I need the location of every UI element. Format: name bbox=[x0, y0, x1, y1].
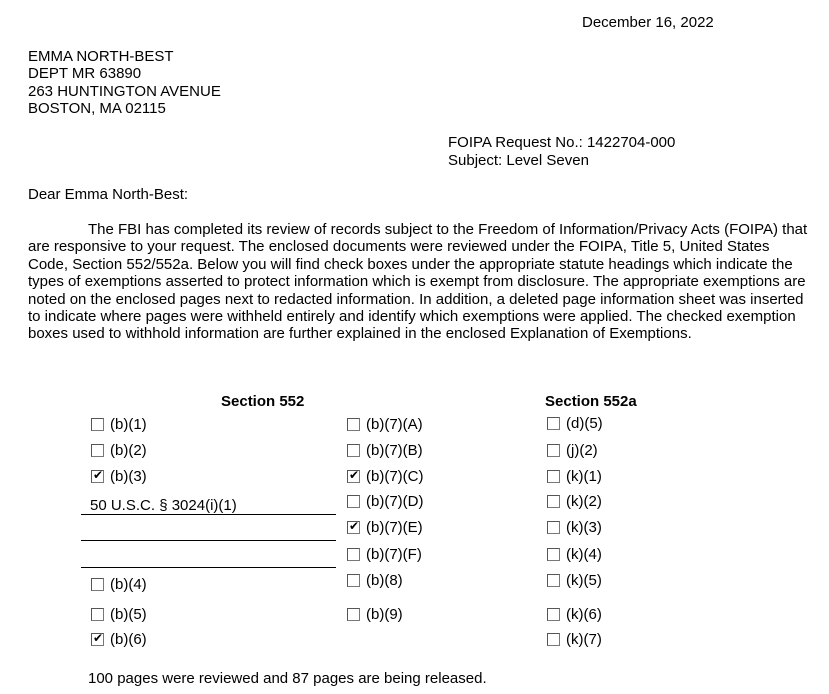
request-number: FOIPA Request No.: 1422704-000 bbox=[448, 134, 676, 151]
checkbox-icon[interactable] bbox=[547, 521, 560, 534]
exemption-checkbox-b7d[interactable] bbox=[347, 492, 424, 510]
statute-underline bbox=[81, 514, 336, 515]
recipient-dept: DEPT MR 63890 bbox=[28, 65, 142, 83]
exemption-checkbox-k1[interactable] bbox=[547, 467, 602, 485]
exemption-label: (b)(7)(F) bbox=[366, 545, 422, 563]
exemption-checkbox-b4[interactable] bbox=[91, 575, 147, 593]
section-552-heading: Section 552 bbox=[221, 393, 305, 410]
request-subject: Subject: Level Seven bbox=[448, 152, 589, 169]
exemption-label: (b)(3) bbox=[110, 467, 147, 485]
exemption-label: (b)(5) bbox=[110, 605, 147, 623]
checkbox-icon[interactable] bbox=[91, 608, 104, 621]
exemption-label: (d)(5) bbox=[566, 414, 603, 432]
letter-body bbox=[28, 221, 810, 343]
exemption-label: (k)(1) bbox=[566, 467, 602, 485]
exemption-checkbox-b7e[interactable] bbox=[347, 518, 423, 536]
exemption-label: (b)(4) bbox=[110, 575, 147, 593]
exemption-checkbox-k5[interactable] bbox=[547, 571, 602, 589]
exemption-checkbox-b5[interactable] bbox=[91, 605, 147, 623]
exemption-label: (b)(1) bbox=[110, 415, 147, 433]
exemption-checkbox-d5[interactable] bbox=[547, 414, 603, 432]
checkbox-icon[interactable] bbox=[91, 444, 104, 457]
checkbox-icon[interactable] bbox=[547, 574, 560, 587]
checkbox-icon[interactable] bbox=[91, 418, 104, 431]
exemption-checkbox-k6[interactable] bbox=[547, 605, 602, 623]
checkbox-icon[interactable] bbox=[547, 417, 560, 430]
exemption-label: (b)(7)(E) bbox=[366, 518, 423, 536]
exemption-checkbox-k2[interactable] bbox=[547, 492, 602, 510]
recipient-name: EMMA NORTH-BEST bbox=[28, 48, 174, 65]
exemption-label: (b)(6) bbox=[110, 630, 147, 648]
exemption-checkbox-b7f[interactable] bbox=[347, 545, 422, 563]
section-552a-heading: Section 552a bbox=[545, 393, 637, 410]
letter-body-text: The FBI has completed its review of records subject to the Freedom of Information/Privacy Acts (FOIPA) that are responsive to your request. The enclosed documents were reviewed under the FOIPA, Title 5, United States Code, Section 552/552a. Below you will find check boxes under the appropriate statute headings which indicate the types of exemptions asserted to protect information which is exempt from disclosure. The appropriate exemptions are noted on the enclosed pages next to redacted information. In addition, a deleted page information sheet was inserted to indicate where pages were withheld entirely and identify which exemptions were applied. The checked exemption boxes used to withhold information are further explained in the enclosed Explanation of Exemptions. bbox=[28, 221, 808, 343]
exemption-checkbox-b7c[interactable] bbox=[347, 467, 424, 485]
checkbox-icon[interactable] bbox=[547, 548, 560, 561]
exemption-checkbox-k4[interactable] bbox=[547, 545, 602, 563]
exemption-label: (k)(2) bbox=[566, 492, 602, 510]
checkbox-icon[interactable] bbox=[347, 608, 360, 621]
statute-citation: 50 U.S.C. § 3024(i)(1) bbox=[90, 497, 237, 514]
exemption-label: (k)(3) bbox=[566, 518, 602, 536]
checkbox-checked-icon[interactable] bbox=[347, 470, 360, 483]
checkbox-icon[interactable] bbox=[347, 574, 360, 587]
exemption-checkbox-k3[interactable] bbox=[547, 518, 602, 536]
exemption-label: (k)(7) bbox=[566, 630, 602, 648]
checkbox-checked-icon[interactable] bbox=[91, 470, 104, 483]
exemption-label: (b)(8) bbox=[366, 571, 403, 589]
checkbox-icon[interactable] bbox=[547, 608, 560, 621]
exemption-checkbox-b7b[interactable] bbox=[347, 441, 423, 459]
statute-blank-line bbox=[81, 540, 336, 541]
exemption-label: (b)(2) bbox=[110, 441, 147, 459]
exemption-label: (j)(2) bbox=[566, 441, 598, 459]
checkbox-icon[interactable] bbox=[347, 548, 360, 561]
exemption-checkbox-b8[interactable] bbox=[347, 571, 403, 589]
checkbox-checked-icon[interactable] bbox=[91, 633, 104, 646]
checkbox-icon[interactable] bbox=[91, 578, 104, 591]
exemption-checkbox-k7[interactable] bbox=[547, 630, 602, 648]
exemption-checkbox-j2[interactable] bbox=[547, 441, 598, 459]
checkbox-icon[interactable] bbox=[547, 444, 560, 457]
checkbox-icon[interactable] bbox=[347, 495, 360, 508]
exemption-checkbox-b1[interactable] bbox=[91, 415, 147, 433]
recipient-city: BOSTON, MA 02115 bbox=[28, 99, 166, 117]
checkbox-icon[interactable] bbox=[547, 495, 560, 508]
exemption-checkbox-b7a[interactable] bbox=[347, 415, 423, 433]
exemption-checkbox-b6[interactable] bbox=[91, 630, 147, 648]
salutation: Dear Emma North-Best: bbox=[28, 186, 189, 203]
pages-summary: 100 pages were reviewed and 87 pages are being released. bbox=[88, 670, 487, 687]
exemption-label: (b)(7)(C) bbox=[366, 467, 424, 485]
checkbox-icon[interactable] bbox=[347, 444, 360, 457]
exemption-label: (b)(7)(B) bbox=[366, 441, 423, 459]
exemption-checkbox-b9[interactable] bbox=[347, 605, 403, 623]
exemption-checkbox-b3[interactable] bbox=[91, 467, 147, 485]
checkbox-icon[interactable] bbox=[547, 470, 560, 483]
exemption-label: (k)(6) bbox=[566, 605, 602, 623]
recipient-address bbox=[28, 48, 221, 117]
exemption-checkbox-b2[interactable] bbox=[91, 441, 147, 459]
checkbox-checked-icon[interactable] bbox=[347, 521, 360, 534]
exemption-label: (k)(5) bbox=[566, 571, 602, 589]
request-info bbox=[448, 134, 675, 170]
checkbox-icon[interactable] bbox=[547, 633, 560, 646]
exemption-label: (b)(7)(D) bbox=[366, 492, 424, 510]
exemption-label: (k)(4) bbox=[566, 545, 602, 563]
exemption-label: (b)(7)(A) bbox=[366, 415, 423, 433]
statute-blank-line bbox=[81, 567, 336, 568]
exemption-label: (b)(9) bbox=[366, 605, 403, 623]
letter-date: December 16, 2022 bbox=[582, 14, 714, 31]
recipient-street: 263 HUNTINGTON AVENUE bbox=[28, 82, 221, 100]
checkbox-icon[interactable] bbox=[347, 418, 360, 431]
